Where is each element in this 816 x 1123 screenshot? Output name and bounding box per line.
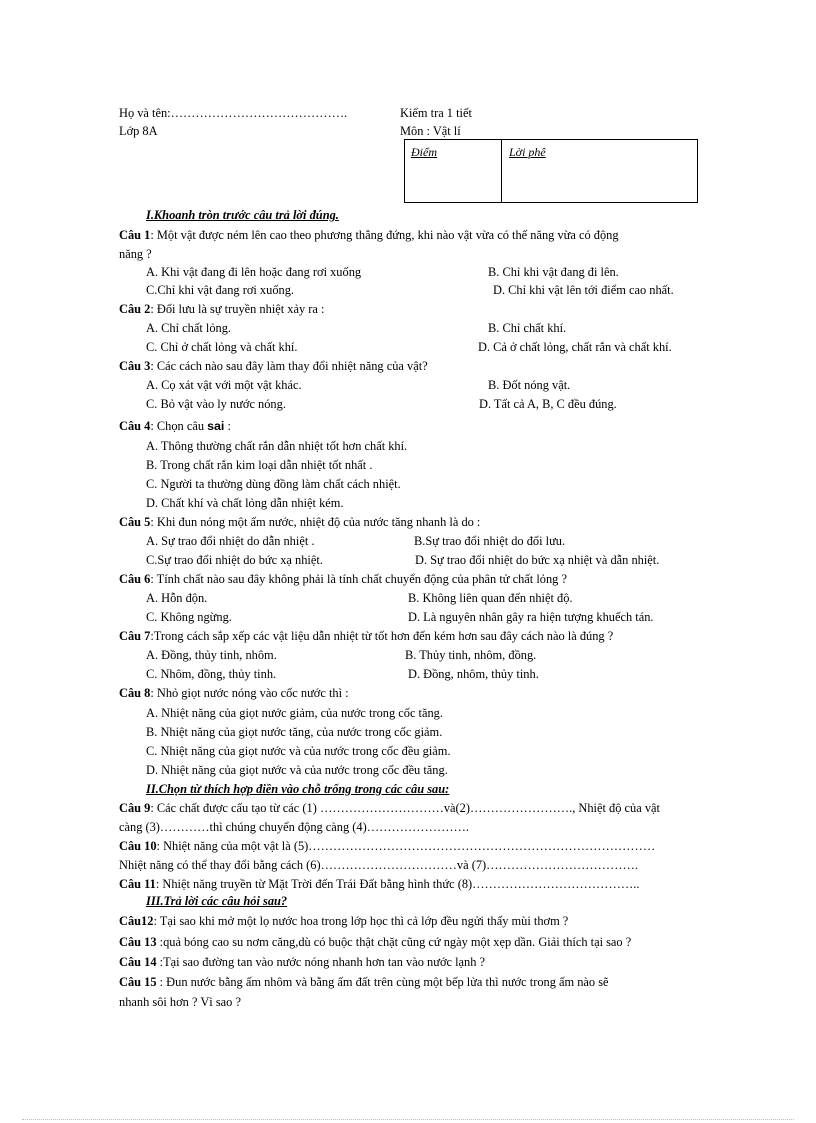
q7-label: Câu 7	[119, 629, 151, 643]
q10-label: Câu 10	[119, 839, 157, 853]
q11-label: Câu 11	[119, 877, 156, 891]
q5-text: : Khi đun nóng một ấm nước, nhiệt độ của nước tăng nhanh là do :	[150, 515, 481, 529]
q13-label: Câu 13	[119, 935, 157, 949]
q9-text: : Các chất được cấu tạo từ các (1) …………………………và(2)……………………., Nhiệt độ của vật	[150, 801, 660, 815]
q7-option-c: C. Nhôm, đồng, thủy tinh.	[146, 667, 277, 681]
q2-option-a: A. Chỉ chất lỏng.	[146, 321, 232, 335]
q2-text: : Đối lưu là sự truyền nhiệt xảy ra :	[150, 302, 325, 316]
q7-text: :Trong cách sắp xếp các vật liệu dẫn nhiệt từ tốt hơn đến kém hơn sau đây cách nào là đúng ?	[150, 629, 614, 643]
q6-label: Câu 6	[119, 572, 151, 586]
q4-text-post: :	[227, 419, 231, 433]
part3-title: III.Trả lời các câu hỏi sau?	[146, 894, 288, 908]
q14-stem	[119, 955, 485, 970]
q8-option-c: C. Nhiệt năng của giọt nước và của nước trong cốc đều giảm.	[146, 744, 451, 758]
q13-text: :quả bóng cao su nơm căng,dù có buộc thật chặt cũng cứ ngày một xẹp dần. Giải thích tại sao ?	[156, 935, 632, 949]
student-name-line: Họ và tên:…………………………………….	[119, 106, 348, 120]
q2-label: Câu 2	[119, 302, 151, 316]
q1-option-b: B. Chỉ khi vật đang đi lên.	[488, 265, 619, 279]
q9-stem-cont: càng (3)…………thì chúng chuyển động càng (4)…………………….	[119, 820, 469, 834]
q4-option-a: A. Thông thường chất rắn dẫn nhiệt tốt hơn chất khí.	[146, 439, 408, 453]
q4-option-d: D. Chất khí và chất lỏng dẫn nhiệt kém.	[146, 496, 344, 510]
q6-option-b: B. Không liên quan đến nhiệt độ.	[408, 591, 573, 605]
q14-label: Câu 14	[119, 955, 157, 969]
q7-option-d: D. Đồng, nhôm, thủy tinh.	[408, 667, 539, 681]
q6-text: : Tính chất nào sau đây không phải là tính chất chuyển động của phân tử chất lỏng ?	[150, 572, 567, 586]
q8-option-d: D. Nhiệt năng của giọt nước và của nước trong cốc đều tăng.	[146, 763, 448, 777]
score-label: Điểm	[411, 145, 437, 159]
q8-stem	[119, 686, 349, 701]
q11-stem	[119, 877, 639, 892]
comment-label: Lời phê	[509, 145, 546, 159]
q10-text: : Nhiệt năng của một vật là (5)…………………………………………………………………………	[156, 839, 656, 853]
part2-title: II.Chọn từ thích hợp điền vào chỗ trống trong các câu sau:	[146, 782, 450, 796]
q2-option-b: B. Chỉ chất khí.	[488, 321, 567, 335]
q12-stem	[119, 914, 568, 929]
q5-option-d: D. Sự trao đổi nhiệt do bức xạ nhiệt và dẫn nhiệt.	[415, 553, 660, 567]
q5-label: Câu 5	[119, 515, 151, 529]
q1-stem-cont: năng ?	[119, 247, 152, 261]
q10-stem	[119, 839, 655, 854]
q8-option-a: A. Nhiệt năng của giọt nước giảm, của nước trong cốc tăng.	[146, 706, 443, 720]
q1-text: : Một vật được ném lên cao theo phương thẳng đứng, khi nào vật vừa có thế năng vừa có động	[150, 228, 619, 242]
q3-stem	[119, 359, 428, 374]
class-line: Lớp 8A	[119, 124, 158, 138]
q1-option-c: C.Chỉ khi vật đang rơi xuống.	[146, 283, 295, 297]
q15-text: : Đun nước bằng ấm nhôm và bằng ấm đất trên cùng một bếp lửa thì nước trong ấm nào sẽ	[156, 975, 609, 989]
q4-text-bold: sai	[207, 419, 225, 433]
grade-box	[404, 139, 698, 203]
q6-option-d: D. Là nguyên nhân gây ra hiện tượng khuếch tán.	[408, 610, 654, 624]
q3-option-d: D. Tất cả A, B, C đều đúng.	[479, 397, 617, 411]
q4-option-c: C. Người ta thường dùng đồng làm chất cách nhiệt.	[146, 477, 401, 491]
q4-text-pre: : Chọn câu	[150, 419, 205, 433]
q4-stem	[119, 419, 231, 434]
q5-option-c: C.Sự trao đổi nhiệt do bức xạ nhiệt.	[146, 553, 323, 567]
q14-text: :Tại sao đường tan vào nước nóng nhanh hơn tan vào nước lạnh ?	[156, 955, 486, 969]
q15-label: Câu 15	[119, 975, 157, 989]
q10-stem-cont: Nhiệt năng có thể thay đổi bằng cách (6)……………………………và (7)……………………………….	[119, 858, 638, 872]
q8-option-b: B. Nhiệt năng của giọt nước tăng, của nước trong cốc giảm.	[146, 725, 443, 739]
q11-text: : Nhiệt năng truyền từ Mặt Trời đến Trái Đất bằng hình thức (8)…………………………………..	[155, 877, 640, 891]
q3-option-b: B. Đốt nóng vật.	[488, 378, 571, 392]
q3-option-a: A. Cọ xát vật với một vật khác.	[146, 378, 302, 392]
q13-stem	[119, 935, 631, 950]
q15-stem-cont: nhanh sôi hơn ? Vì sao ?	[119, 995, 241, 1009]
q7-option-a: A. Đồng, thủy tinh, nhôm.	[146, 648, 277, 662]
q9-stem	[119, 801, 660, 816]
q7-option-b: B. Thủy tinh, nhôm, đồng.	[405, 648, 537, 662]
q5-option-a: A. Sự trao đổi nhiệt do dẫn nhiệt .	[146, 534, 315, 548]
q3-label: Câu 3	[119, 359, 151, 373]
q2-stem	[119, 302, 324, 317]
test-title: Kiểm tra 1 tiết	[400, 106, 472, 120]
page-bottom-edge	[22, 1119, 794, 1120]
q7-stem	[119, 629, 613, 644]
part1-title: I.Khoanh tròn trước câu trả lời đúng.	[146, 208, 339, 222]
q1-label: Câu 1	[119, 228, 151, 242]
subject-line: Môn : Vật lí	[400, 124, 461, 138]
q6-option-a: A. Hỗn độn.	[146, 591, 208, 605]
q8-text: : Nhỏ giọt nước nóng vào cốc nước thì :	[150, 686, 349, 700]
q4-label: Câu 4	[119, 419, 151, 433]
q8-label: Câu 8	[119, 686, 151, 700]
q1-stem	[119, 228, 619, 243]
q3-option-c: C. Bỏ vật vào ly nước nóng.	[146, 397, 286, 411]
q12-label: Câu12	[119, 914, 154, 928]
q1-option-a: A. Khi vật đang đi lên hoặc đang rơi xuống	[146, 265, 362, 279]
q3-text: : Các cách nào sau đây làm thay đổi nhiệt năng của vật?	[150, 359, 428, 373]
q6-option-c: C. Không ngừng.	[146, 610, 232, 624]
q9-label: Câu 9	[119, 801, 151, 815]
q5-stem	[119, 515, 480, 530]
q6-stem	[119, 572, 567, 587]
q1-option-d: D. Chỉ khi vật lên tới điểm cao nhất.	[493, 283, 674, 297]
q5-option-b: B.Sự trao đổi nhiệt do đối lưu.	[414, 534, 566, 548]
q2-option-d: D. Cả ở chất lỏng, chất rắn và chất khí.	[478, 340, 672, 354]
q12-text: : Tại sao khi mở một lọ nước hoa trong lớp học thì cả lớp đều ngửi thấy mùi thơm ?	[153, 914, 569, 928]
q4-option-b: B. Trong chất rắn kim loại dẫn nhiệt tốt nhất .	[146, 458, 373, 472]
q2-option-c: C. Chỉ ở chất lỏng và chất khí.	[146, 340, 298, 354]
q15-stem	[119, 975, 609, 990]
